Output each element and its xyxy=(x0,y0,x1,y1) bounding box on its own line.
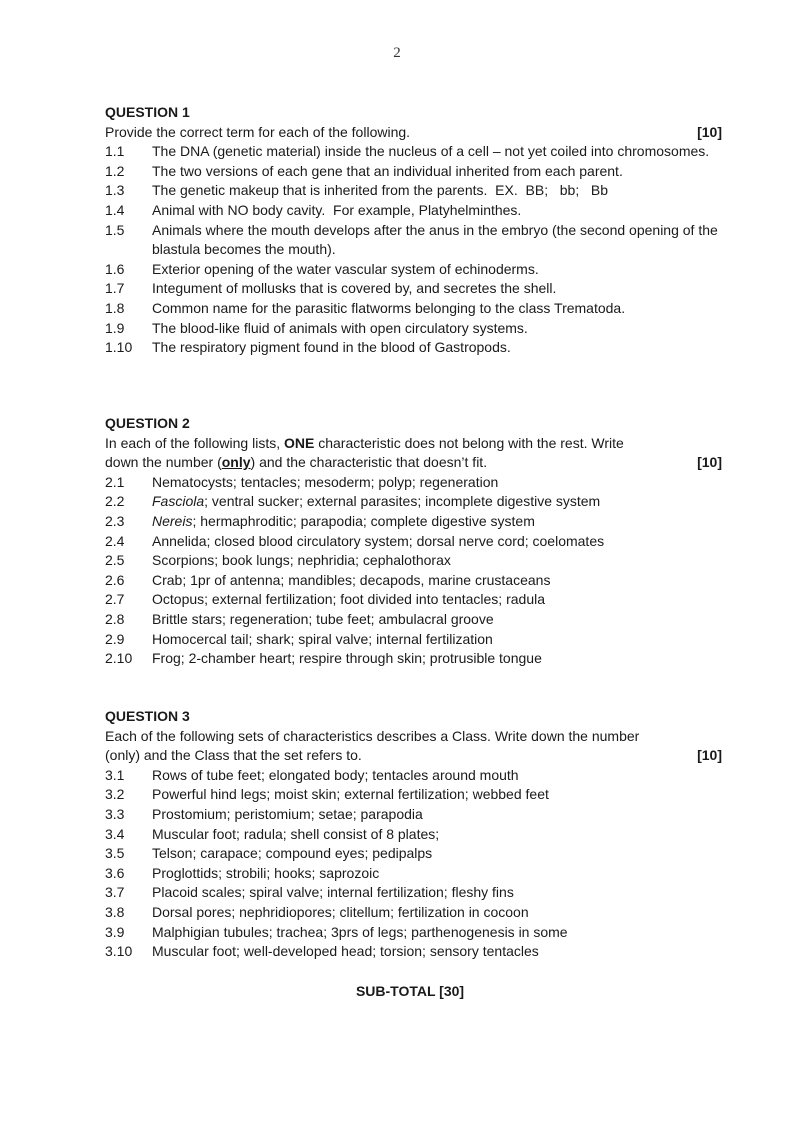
question-items xyxy=(105,766,720,962)
item-text: Exterior opening of the water vascular system of echinoderms. xyxy=(152,260,539,277)
item-text: Brittle stars; regeneration; tube feet; ambulacral groove xyxy=(152,610,494,627)
item-text: Telson; carapace; compound eyes; pedipalps xyxy=(152,845,433,862)
item-number: 1.3 xyxy=(105,182,125,199)
list-item xyxy=(105,649,720,669)
item-number: 2.1 xyxy=(105,473,125,490)
list-item xyxy=(105,473,720,493)
list-item xyxy=(105,590,720,610)
item-text: Nematocysts; tentacles; mesoderm; polyp; regeneration xyxy=(152,473,499,490)
item-number: 3.3 xyxy=(105,805,125,822)
list-item xyxy=(105,492,720,512)
subtotal-label: SUB-TOTAL [30] xyxy=(355,983,465,999)
list-item xyxy=(105,923,720,943)
list-item xyxy=(105,181,720,201)
marks-label: [10] xyxy=(697,123,722,140)
question-1 xyxy=(105,103,720,358)
list-item xyxy=(105,338,720,358)
item-text: Common name for the parasitic flatworms belonging to the class Trematoda. xyxy=(152,299,626,316)
list-item xyxy=(105,883,720,903)
question-instruction: Each of the following sets of characteristics describes a Class. Write down the number (only) and the Class that the set refers to. [10] xyxy=(105,727,720,766)
item-number: 1.9 xyxy=(105,319,125,336)
item-number: 3.1 xyxy=(105,766,125,783)
item-number: 3.2 xyxy=(105,786,125,803)
question-instruction: In each of the following lists, ONE characteristic does not belong with the rest. Write down the number (only) and the characteristic that doesn’t fit. [10] xyxy=(105,434,720,473)
item-number: 2.9 xyxy=(105,630,125,647)
list-item xyxy=(105,864,720,884)
list-item xyxy=(105,221,720,260)
marks-label: [10] xyxy=(697,747,722,764)
item-number: 1.6 xyxy=(105,260,125,277)
item-number: 1.1 xyxy=(105,143,125,160)
item-number: 3.7 xyxy=(105,884,125,901)
list-item xyxy=(105,201,720,221)
item-number: 1.7 xyxy=(105,280,125,297)
item-text: Muscular foot; radula; shell consist of 8 plates; xyxy=(152,825,440,842)
item-number: 1.5 xyxy=(105,221,125,238)
item-number: 3.5 xyxy=(105,845,125,862)
list-item xyxy=(105,299,720,319)
item-number: 2.4 xyxy=(105,532,125,549)
item-number: 1.2 xyxy=(105,162,125,179)
item-text: Animal with NO body cavity. For example, Platyhelminthes. xyxy=(152,201,522,218)
item-text: Homocercal tail; shark; spiral valve; internal fertilization xyxy=(152,630,493,647)
question-3 xyxy=(105,707,720,962)
item-text: Prostomium; peristomium; setae; parapodia xyxy=(152,805,423,822)
list-item xyxy=(105,903,720,923)
list-item xyxy=(105,825,720,845)
item-number: 1.4 xyxy=(105,201,125,218)
item-text: Integument of mollusks that is covered by, and secretes the shell. xyxy=(152,280,557,297)
marks-label: [10] xyxy=(697,454,722,471)
item-text: Muscular foot; well-developed head; torsion; sensory tentacles xyxy=(152,943,539,960)
item-number: 2.7 xyxy=(105,591,125,608)
item-text: Crab; 1pr of antenna; mandibles; decapods, marine crustaceans xyxy=(152,571,551,588)
item-text: The respiratory pigment found in the blood of Gastropods. xyxy=(152,339,511,356)
item-text: Rows of tube feet; elongated body; tentacles around mouth xyxy=(152,766,519,783)
item-text: Proglottids; strobili; hooks; saprozoic xyxy=(152,864,380,881)
list-item xyxy=(105,610,720,630)
item-number: 2.2 xyxy=(105,493,125,510)
item-text: Annelida; closed blood circulatory system; dorsal nerve cord; coelomates xyxy=(152,532,605,549)
item-text: Scorpions; book lungs; nephridia; cephalothorax xyxy=(152,552,451,569)
item-number: 1.10 xyxy=(105,339,133,356)
item-number: 2.10 xyxy=(105,650,133,667)
item-text: Frog; 2-chamber heart; respire through skin; protrusible tongue xyxy=(152,650,542,667)
list-item xyxy=(105,512,720,532)
question-2 xyxy=(105,414,720,669)
item-number: 3.8 xyxy=(105,903,125,920)
item-text: The DNA (genetic material) inside the nucleus of a cell – not yet coiled into chromosomes. xyxy=(152,143,710,160)
question-title: QUESTION 2 xyxy=(105,415,190,431)
item-number: 1.8 xyxy=(105,299,125,316)
item-text: The two versions of each gene that an individual inherited from each parent. xyxy=(152,162,623,179)
question-title: QUESTION 1 xyxy=(105,104,190,120)
list-item xyxy=(105,630,720,650)
list-item xyxy=(105,279,720,299)
item-number: 2.8 xyxy=(105,610,125,627)
item-text: Placoid scales; spiral valve; internal fertilization; fleshy fins xyxy=(152,884,514,901)
list-item xyxy=(105,805,720,825)
list-item xyxy=(105,319,720,339)
question-items xyxy=(105,142,720,358)
page-number: 2 xyxy=(393,45,401,61)
item-text: The genetic makeup that is inherited from the parents. EX. BB; bb; Bb xyxy=(152,182,609,199)
list-item xyxy=(105,942,720,962)
list-item xyxy=(105,260,720,280)
question-instruction: Provide the correct term for each of the following. [10] xyxy=(105,123,720,143)
question-title: QUESTION 3 xyxy=(105,708,190,724)
list-item xyxy=(105,785,720,805)
item-number: 3.10 xyxy=(105,943,133,960)
item-number: 3.9 xyxy=(105,923,125,940)
list-item xyxy=(105,532,720,552)
list-item xyxy=(105,844,720,864)
item-number: 2.3 xyxy=(105,512,125,529)
list-item xyxy=(105,766,720,786)
item-text: Powerful hind legs; moist skin; external fertilization; webbed feet xyxy=(152,786,549,803)
item-text: The blood-like fluid of animals with open circulatory systems. xyxy=(152,319,528,336)
item-text: Nereis; hermaphroditic; parapodia; complete digestive system xyxy=(152,512,535,529)
question-items xyxy=(105,473,720,669)
item-number: 2.5 xyxy=(105,552,125,569)
item-text: Fasciola; ventral sucker; external parasites; incomplete digestive system xyxy=(152,493,601,510)
item-number: 2.6 xyxy=(105,571,125,588)
item-number: 3.4 xyxy=(105,825,125,842)
item-number: 3.6 xyxy=(105,864,125,881)
item-text: Octopus; external fertilization; foot divided into tentacles; radula xyxy=(152,591,545,608)
list-item xyxy=(105,551,720,571)
item-text: Malphigian tubules; trachea; 3prs of legs; parthenogenesis in some xyxy=(152,923,568,940)
list-item xyxy=(105,162,720,182)
item-text: Dorsal pores; nephridiopores; clitellum; fertilization in cocoon xyxy=(152,903,529,920)
list-item xyxy=(105,142,720,162)
list-item xyxy=(105,571,720,591)
item-text: Animals where the mouth develops after the anus in the embryo (the second opening of the blastula becomes the mouth). xyxy=(152,221,718,258)
